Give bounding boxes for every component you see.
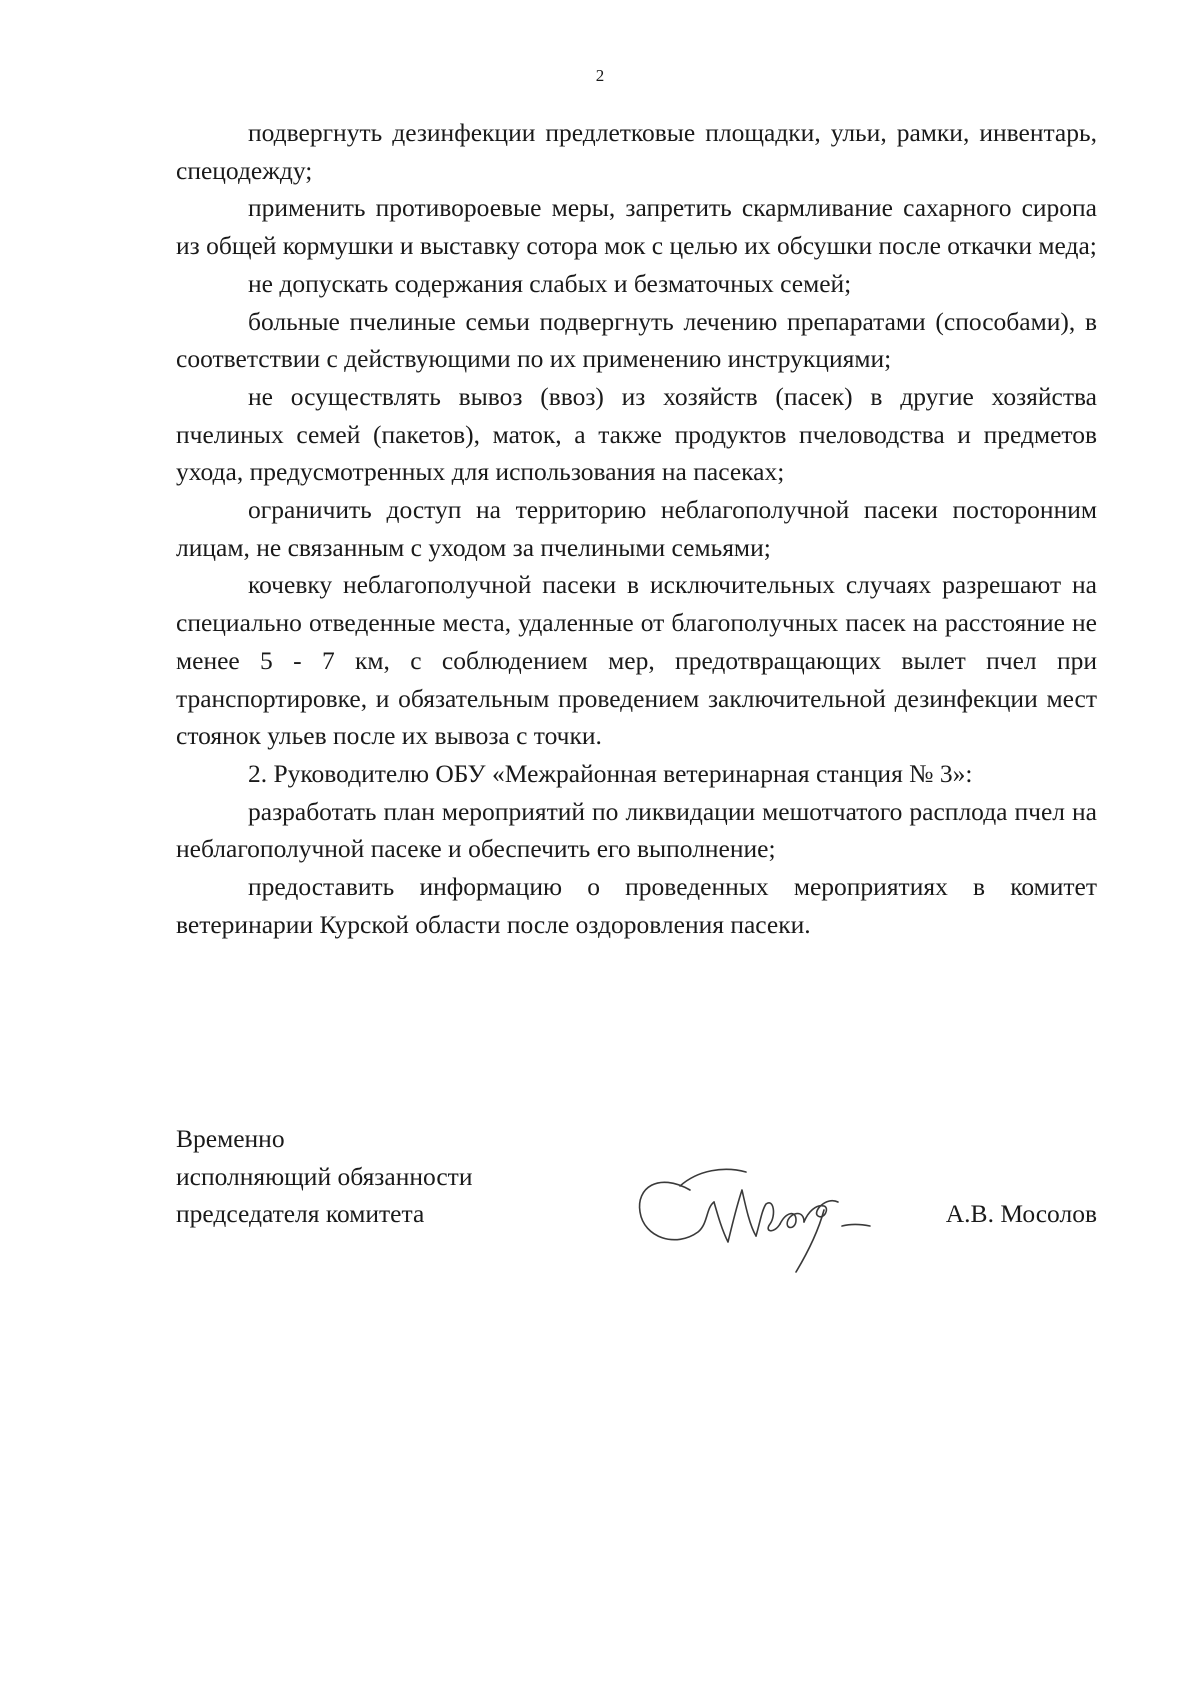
signatory-title-line: исполняющий обязанности (176, 1161, 473, 1191)
paragraph-access-restriction: ограничить доступ на территорию неблагополучной пасеки посторонним лицам, не связанным с уходом за пчелиными семьями; (176, 495, 1097, 562)
paragraph-disinfection: подвергнуть дезинфекции предлетковые площадки, ульи, рамки, инвентарь, спецодежду; (176, 118, 1097, 185)
document-body (176, 114, 1097, 943)
signature-stroke (680, 1169, 746, 1186)
paragraph-treatment: больные пчелиные семьи подвергнуть лечению препаратами (способами), в соответствии с действующими по их применению инструкциями; (176, 306, 1097, 374)
signatory-name: А.В. Мосолов (945, 1199, 1097, 1229)
paragraph-instruction-heading: 2. Руководителю ОБУ «Межрайонная ветеринарная станция № 3»: (248, 758, 973, 788)
paragraph-action-plan: разработать план мероприятий по ликвидации мешотчатого расплода пчел на неблагополучной пасеке и обеспечить его выполнение; (176, 796, 1097, 864)
paragraph-relocation: кочевку неблагополучной пасеки в исключительных случаях разрешают на специально отведенные места, удаленные от благополучных пасек на расстояние не менее 5 - 7 км, с соблюдением мер, предотвращающих вылет пчел при транспортировке, и обязательным проведением заключительной дезинфекции мест стоянок ульев после их вывоза с точки. (176, 570, 1097, 751)
signature-stroke (796, 1210, 824, 1272)
page-number: 2 (595, 66, 605, 85)
paragraph-transport-ban: не осуществлять вывоз (ввоз) из хозяйств (пасек) в другие хозяйства пчелиных семей (пакетов), маток, а также продуктов пчеловодства и предметов ухода, предусмотренных для использования на пасеках; (176, 381, 1097, 487)
signature-block (176, 1120, 1097, 1280)
signature-stroke (714, 1190, 756, 1242)
signature-stroke (842, 1225, 870, 1227)
signatory-title (176, 1120, 472, 1233)
signature-stroke (640, 1182, 714, 1239)
paragraph-weak-colonies: не допускать содержания слабых и безматочных семей; (248, 268, 852, 298)
signatory-title-line: председателя комитета (176, 1199, 425, 1229)
paragraph-anti-swarming: применить противороевые меры, запретить скармливание сахарного сиропа из общей кормушки и выставку сотора мок с целью их обсушки после откачки меда; (176, 193, 1097, 261)
handwritten-signature (628, 1150, 878, 1280)
signature-stroke (756, 1203, 780, 1236)
paragraph-report: предоставить информацию о проведенных мероприятиях в комитет ветеринарии Курской области после оздоровления пасеки. (176, 872, 1097, 939)
signature-stroke (780, 1214, 804, 1228)
signatory-title-line: Временно (176, 1124, 285, 1153)
